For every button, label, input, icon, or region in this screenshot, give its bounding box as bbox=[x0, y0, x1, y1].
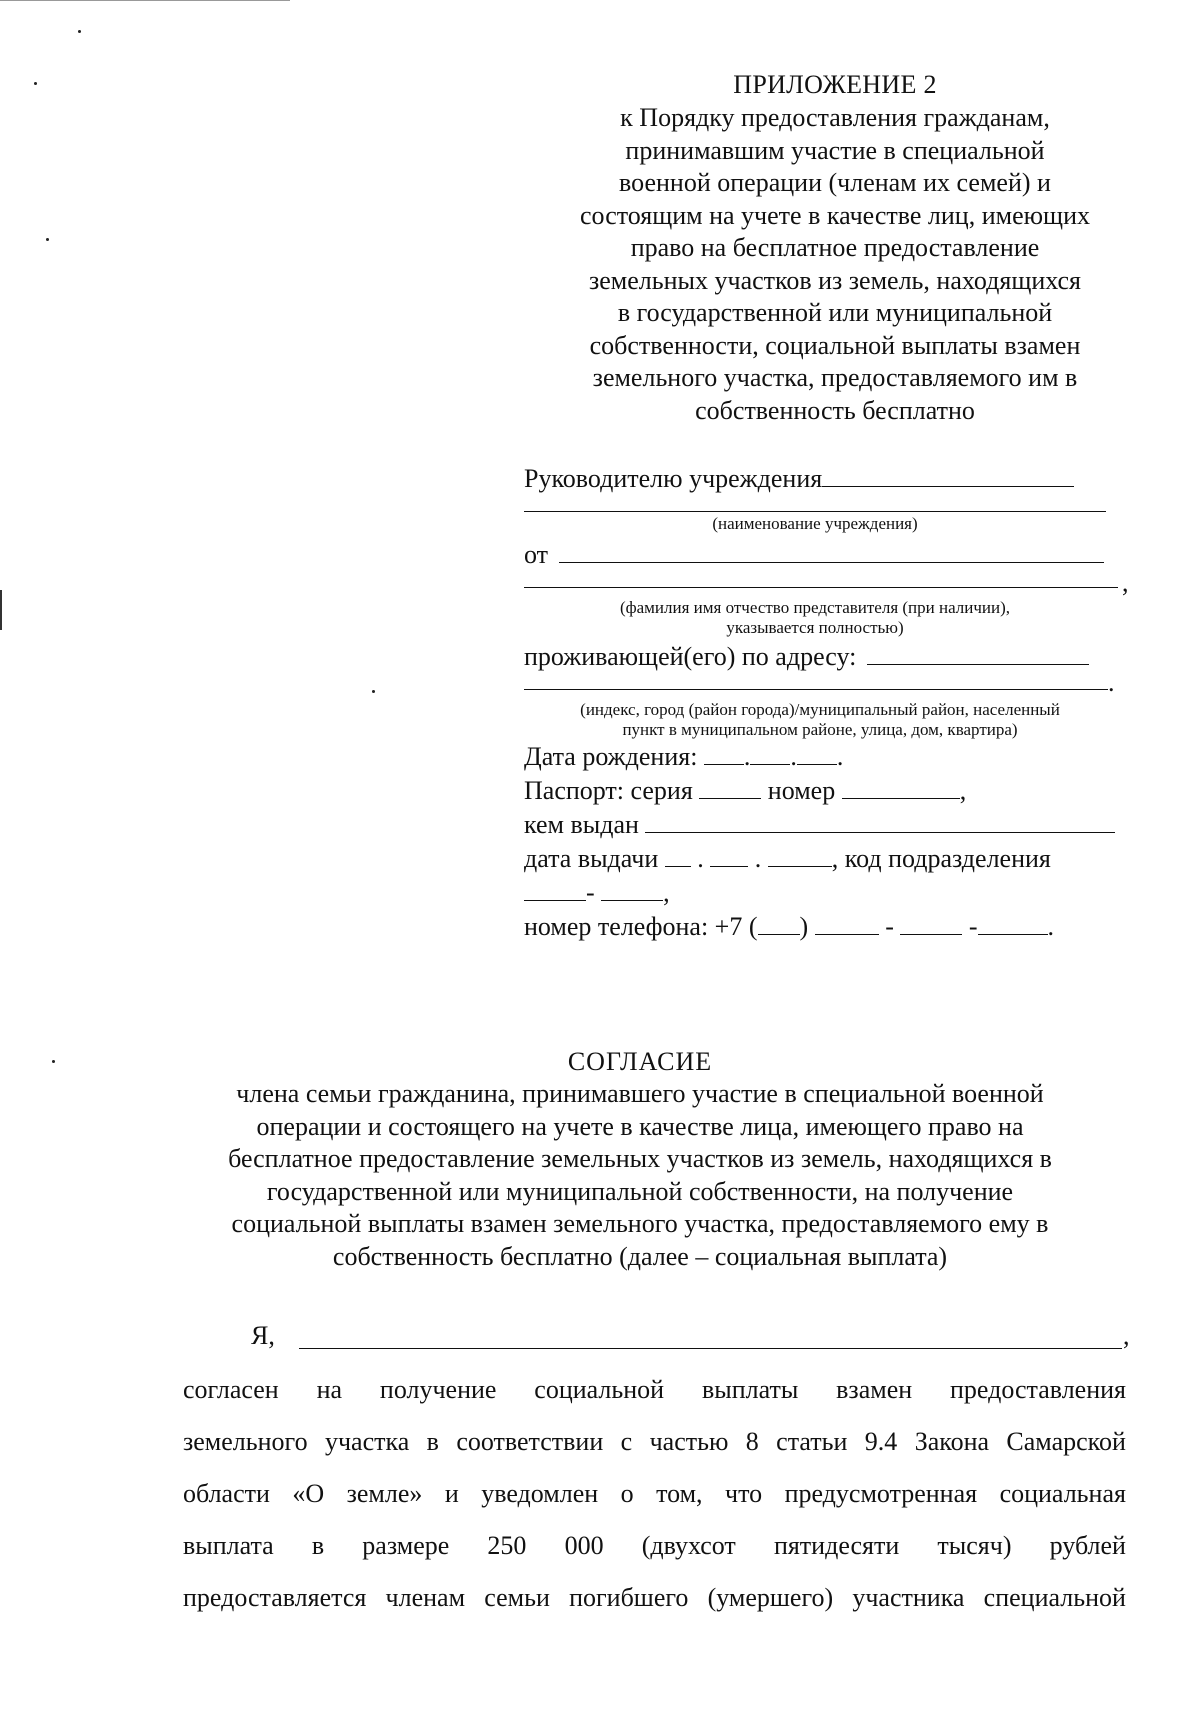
phone-prefix: +7 bbox=[714, 912, 743, 941]
division-code-label: , код подразделения bbox=[831, 844, 1051, 873]
body-word: области bbox=[183, 1479, 270, 1508]
appendix-line: военной операции (членам их семей) и bbox=[619, 168, 1051, 197]
birth-label: Дата рождения: bbox=[524, 742, 698, 771]
address-row bbox=[524, 640, 1124, 674]
body-word: уведомлен bbox=[481, 1479, 599, 1508]
body-word: 000 bbox=[564, 1531, 604, 1560]
consent-line: социальной выплаты взамен земельного участка, предоставляемого ему в bbox=[231, 1209, 1049, 1238]
birth-day-field[interactable] bbox=[704, 740, 744, 765]
institution-hint: (наименование учреждения) bbox=[712, 514, 918, 533]
body-word: участка bbox=[324, 1427, 410, 1456]
passport-number-field[interactable] bbox=[842, 774, 960, 799]
body-word: «О bbox=[292, 1479, 325, 1508]
full-name-field[interactable] bbox=[299, 1324, 1122, 1349]
body-line bbox=[183, 1468, 1126, 1520]
body-word: том, bbox=[656, 1479, 703, 1508]
body-word: частью bbox=[649, 1427, 729, 1456]
body-word: социальная bbox=[999, 1479, 1126, 1508]
consent-line: бесплатное предоставление земельных участков из земель, находящихся в bbox=[228, 1144, 1052, 1173]
consent-line: государственной или муниципальной собственности, на получение bbox=[266, 1176, 1014, 1206]
body-word: членам bbox=[385, 1583, 466, 1612]
issue-date-row: дата выдачи . . , код подразделения bbox=[524, 844, 1051, 873]
appendix-header bbox=[545, 68, 1125, 427]
address-hint: (индекс, город (район города)/муниципальный район, населенный bbox=[580, 700, 1060, 719]
division-code-field-1[interactable] bbox=[524, 876, 586, 901]
from-label: от bbox=[524, 540, 549, 569]
name-line-row: , bbox=[524, 578, 1124, 598]
address-line-row: . bbox=[524, 674, 1124, 696]
head-row bbox=[524, 462, 1124, 496]
body-word: о bbox=[620, 1479, 634, 1508]
body-line bbox=[183, 1520, 1126, 1572]
body-word: участника bbox=[852, 1583, 965, 1612]
body-line bbox=[183, 1364, 1126, 1416]
body-word: размере bbox=[362, 1531, 450, 1560]
appendix-line: собственность бесплатно bbox=[695, 395, 975, 425]
consent-title: СОГЛАСИЕ bbox=[567, 1047, 713, 1076]
body-word: Самарской bbox=[1006, 1427, 1126, 1456]
institution-name-field[interactable] bbox=[524, 510, 1106, 512]
consent-heading bbox=[190, 1046, 1090, 1273]
body-word: специальной bbox=[983, 1583, 1126, 1612]
body-word: взамен bbox=[836, 1375, 913, 1404]
appendix-line: к Порядку предоставления гражданам, bbox=[620, 103, 1050, 132]
phone-part-2-field[interactable] bbox=[900, 910, 962, 935]
birth-row: Дата рождения: . . . bbox=[524, 742, 844, 771]
division-code-field-2[interactable] bbox=[601, 876, 663, 901]
birth-year-field[interactable] bbox=[797, 740, 837, 765]
from-name-field[interactable] bbox=[559, 538, 1104, 563]
name-hint: (фамилия имя отчество представителя (при наличии), bbox=[619, 598, 1011, 617]
name-hint: указывается полностью) bbox=[726, 618, 904, 637]
scan-edge-mark bbox=[0, 0, 290, 1]
body-word: земельного bbox=[183, 1427, 308, 1456]
body-word: Закона bbox=[914, 1427, 990, 1456]
body-word: предоставляется bbox=[183, 1583, 367, 1612]
body-word: земле» bbox=[346, 1479, 423, 1508]
body-word: (умершего) bbox=[707, 1583, 834, 1612]
phone-part-1-field[interactable] bbox=[815, 910, 879, 935]
body-word: и bbox=[444, 1479, 459, 1508]
address-label: проживающей(его) по адресу: bbox=[524, 642, 857, 671]
address-hint: пункт в муниципальном районе, улица, дом, квартира) bbox=[622, 720, 1018, 739]
phone-code-field[interactable] bbox=[758, 910, 800, 935]
scan-speck bbox=[78, 30, 81, 33]
appendix-line: земельного участка, предоставляемого им в bbox=[592, 363, 1078, 392]
address-field[interactable] bbox=[867, 640, 1089, 665]
appendix-line: в государственной или муниципальной bbox=[617, 298, 1053, 327]
appendix-line: состоящим на учете в качестве лиц, имеющих bbox=[580, 200, 1090, 230]
body-word: пятидесяти bbox=[773, 1531, 900, 1560]
body-word: (двухсот bbox=[641, 1531, 736, 1560]
phone-label: номер телефона: bbox=[524, 912, 709, 941]
appendix-line: собственности, социальной выплаты взамен bbox=[589, 330, 1081, 360]
body-word: 8 bbox=[745, 1427, 759, 1456]
ya-row: Я, , bbox=[183, 1316, 1126, 1356]
body-word: статьи bbox=[776, 1427, 848, 1456]
body-word: предоставления bbox=[950, 1375, 1126, 1404]
body-word: погибшего bbox=[569, 1583, 689, 1612]
issue-year-field[interactable] bbox=[768, 842, 832, 867]
body-word: тысяч) bbox=[937, 1531, 1012, 1560]
body-word: семьи bbox=[484, 1583, 550, 1612]
phone-part-3-field[interactable] bbox=[978, 910, 1048, 935]
appendix-line: принимавшим участие в специальной bbox=[625, 135, 1045, 165]
issue-month-field[interactable] bbox=[710, 842, 748, 867]
scan-speck bbox=[46, 238, 49, 241]
birth-month-field[interactable] bbox=[750, 740, 790, 765]
scan-edge-mark bbox=[0, 590, 2, 630]
issued-by-label: кем выдан bbox=[524, 810, 639, 839]
phone-row: номер телефона: +7 ( ) - - . bbox=[524, 912, 1055, 941]
scan-speck bbox=[52, 1060, 55, 1063]
body-word: согласен bbox=[183, 1375, 279, 1404]
applicant-form bbox=[524, 462, 1129, 944]
scan-speck bbox=[34, 82, 37, 85]
body-word: 250 bbox=[487, 1531, 527, 1560]
body-word: получение bbox=[379, 1375, 497, 1404]
issue-date-label: дата выдачи bbox=[524, 844, 659, 873]
issued-by-field[interactable] bbox=[645, 808, 1115, 833]
body-word: рублей bbox=[1049, 1531, 1126, 1560]
from-name-field-2[interactable] bbox=[524, 586, 1118, 588]
body-word: соответствии bbox=[456, 1427, 604, 1456]
body-word: 9.4 bbox=[864, 1427, 898, 1456]
ya-label: Я, bbox=[251, 1321, 275, 1350]
issue-day-field[interactable] bbox=[665, 842, 691, 867]
body-line bbox=[183, 1572, 1126, 1624]
appendix-line: право на бесплатное предоставление bbox=[630, 233, 1040, 262]
address-field-2[interactable] bbox=[524, 688, 1108, 690]
institution-head-field[interactable] bbox=[822, 462, 1074, 487]
division-code-row: - , bbox=[524, 876, 1124, 910]
consent-line: операции и состоящего на учете в качестве лица, имеющего право на bbox=[256, 1111, 1024, 1141]
consent-line: собственность бесплатно (далее – социальная выплата) bbox=[332, 1241, 948, 1271]
appendix-line: земельных участков из земель, находящихся bbox=[588, 265, 1082, 295]
consent-line: члена семьи гражданина, принимавшего участие в специальной военной bbox=[236, 1079, 1044, 1108]
body-word: в bbox=[311, 1531, 325, 1560]
passport-row: Паспорт: серия номер , bbox=[524, 776, 967, 805]
passport-series-label: Паспорт: серия bbox=[524, 776, 693, 805]
passport-series-field[interactable] bbox=[699, 774, 761, 799]
body-word: с bbox=[620, 1427, 633, 1456]
body-word: в bbox=[426, 1427, 439, 1456]
consent-body bbox=[183, 1316, 1130, 1624]
appendix-title: ПРИЛОЖЕНИЕ 2 bbox=[733, 70, 937, 99]
body-word: социальной bbox=[534, 1375, 665, 1404]
body-word: предусмотренная bbox=[784, 1479, 978, 1508]
body-word: выплаты bbox=[701, 1375, 799, 1404]
body-word: что bbox=[725, 1479, 763, 1508]
body-line bbox=[183, 1416, 1126, 1468]
from-row bbox=[524, 538, 1124, 572]
passport-number-label: номер bbox=[767, 776, 836, 805]
body-word: выплата bbox=[183, 1531, 274, 1560]
issued-by-row bbox=[524, 808, 1124, 842]
body-word: на bbox=[316, 1375, 343, 1404]
scan-speck bbox=[372, 690, 375, 693]
head-label: Руководителю учреждения bbox=[524, 464, 823, 493]
